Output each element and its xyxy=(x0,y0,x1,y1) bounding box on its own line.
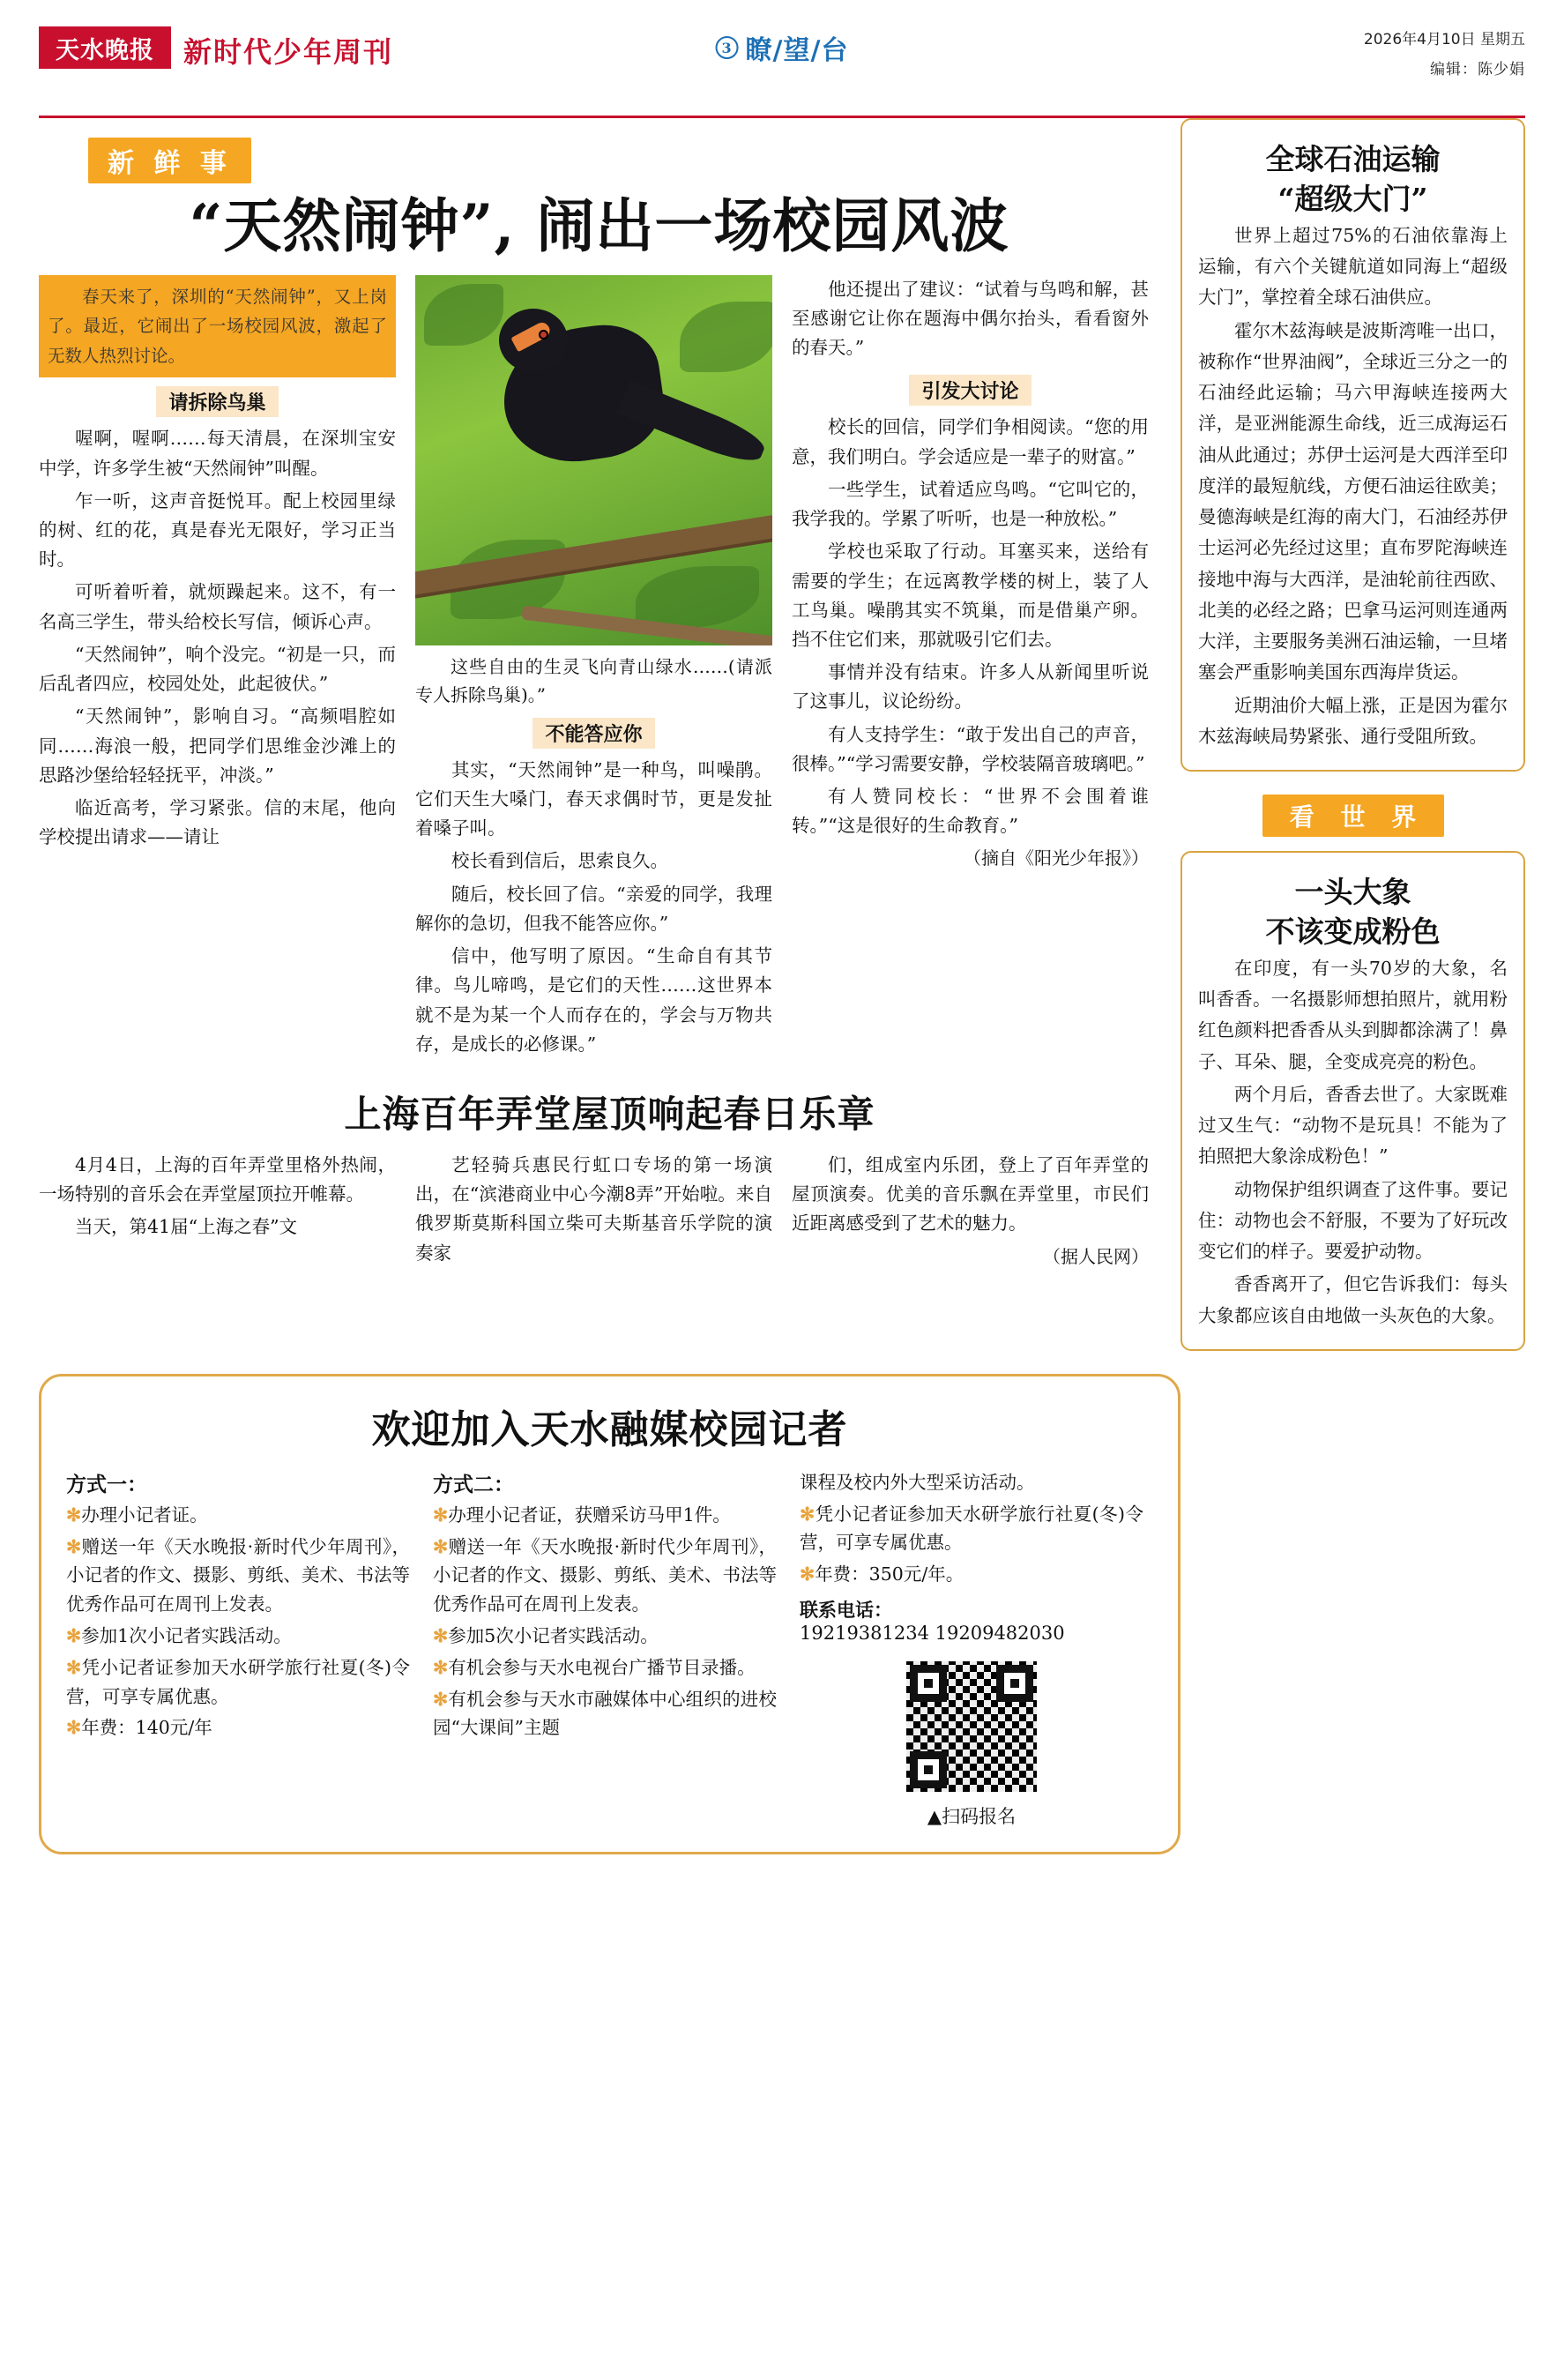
star-icon: ✻ xyxy=(66,1625,82,1646)
ad-way1-item3: ✻参加1次小记者实践活动。 xyxy=(66,1625,292,1646)
article1-headline: “天然闹钟”, 闹出一场校园风波 xyxy=(189,191,1009,260)
ad-way1-label: 方式一： xyxy=(66,1472,147,1496)
ad-way2-item4: ✻有机会参与天水电视台广播节目录播。 xyxy=(433,1656,756,1678)
article1-col3-p2: 一些学生，试着适应鸟鸣。“它叫它的，我学我的。学累了听听，也是一种放松。” xyxy=(792,478,1149,530)
main-area xyxy=(39,118,1525,1351)
rail1-title-line2: “超级大门” xyxy=(1277,181,1428,216)
article1-col1 xyxy=(39,275,396,1063)
rail2-title-line2: 不该变成粉色 xyxy=(1265,914,1441,949)
star-icon: ✻ xyxy=(433,1625,449,1646)
star-icon: ✻ xyxy=(66,1535,82,1557)
ad-way1-item1: ✻办理小记者证。 xyxy=(66,1503,208,1526)
weekly-title: 新时代少年周刊 xyxy=(183,35,394,69)
ad-col3-item3: ✻年费：350元/年。 xyxy=(800,1563,964,1585)
photo-caption: 这些自由的生灵飞向青山绿水……(请派专人拆除鸟巢)。” xyxy=(415,655,772,705)
bird-eye xyxy=(539,330,548,339)
article1-col2-p4: 信中，他写明了原因。“生命自有其节律。鸟儿啼鸣，是它们的天性……这世界本就不是为某一个人而存在的，学会与万物共存，是成长的必修课。” xyxy=(415,945,772,1055)
editor-name: 编辑：陈少娟 xyxy=(1430,61,1525,78)
star-icon: ✻ xyxy=(433,1535,449,1557)
qr-caption: ▲扫码报名 xyxy=(927,1806,1017,1827)
ad-col3-item2: ✻凭小记者证参加天水研学旅行社夏(冬)令营，可享专属优惠。 xyxy=(800,1503,1143,1554)
rail2-p1: 在印度，有一头70岁的大象，名叫香香。一名摄影师想拍照片，就用粉红色颜料把香香从头到脚都涂满了！鼻子、耳朵、腿，全变成亮亮的粉色。 xyxy=(1198,957,1508,1072)
ad-title: 欢迎加入天水融媒校园记者 xyxy=(371,1406,848,1452)
article1-col1-p5: “天然闹钟”，影响自习。“高频唱腔如同……海浪一般，把同学们思维金沙滩上的思路沙堡给轻轻抚平，冲淡。” xyxy=(39,705,396,786)
star-icon: ✻ xyxy=(66,1656,82,1678)
article1-col1-p1: 喔啊，喔啊……每天清晨，在深圳宝安中学，许多学生被“天然闹钟”叫醒。 xyxy=(39,428,396,479)
rail-article-elephant xyxy=(1180,851,1525,1351)
ad-way1-item5: ✻年费：140元/年 xyxy=(66,1717,212,1739)
rail1-p1: 世界上超过75%的石油依靠海上运输，有六个关键航道如同海上“超级大门”，掌控着全球石油供应。 xyxy=(1198,224,1508,309)
star-icon: ✻ xyxy=(800,1503,816,1525)
rail2-p2: 两个月后，香香去世了。大家既难过又生气：“动物不是玩具！不能为了拍照把大象涂成粉色！” xyxy=(1198,1083,1508,1168)
article2 xyxy=(39,1086,1180,1272)
article1-col2-p2: 校长看到信后，思索良久。 xyxy=(451,850,668,872)
ad-col-way2 xyxy=(433,1468,777,1829)
star-icon: ✻ xyxy=(433,1503,449,1526)
article1-columns xyxy=(39,275,1159,1063)
article1-col1-p2: 乍一听，这声音挺悦耳。配上校园里绿的树、红的花，真是春光无限好，学习正当时。 xyxy=(39,489,396,571)
article1-col1-p6: 临近高考，学习紧张。信的末尾，他向学校提出请求——请让 xyxy=(39,796,396,848)
masthead xyxy=(39,19,1525,118)
article1-col3-p6: 有人赞同校长：“世界不会围着谁转。”“这是很好的生命教育。” xyxy=(792,785,1149,837)
rail2-p3: 动物保护组织调查了这件事。要记住：动物也会不舒服，不要为了好玩改变它们的样子。要爱护动物。 xyxy=(1198,1178,1508,1263)
campus-reporter-ad xyxy=(39,1374,1180,1854)
article1-col3-p3: 学校也采取了行动。耳塞买来，送给有需要的学生；在远离教学楼的树上，装了人工鸟巢。噪鹃其实不筑巢，而是借巢产卵。挡不住它们来，那就吸引它们去。 xyxy=(792,541,1149,650)
ad-way2-label: 方式二： xyxy=(433,1472,514,1496)
ad-col3-item1: 课程及校内外大型采访活动。 xyxy=(800,1471,1035,1493)
section-title-text: 瞭/望/台 xyxy=(745,35,849,66)
ad-phone-numbers: 19219381234 19209482030 xyxy=(800,1623,1065,1644)
newspaper-page xyxy=(0,19,1564,2380)
article2-col1-p1: 4月4日，上海的百年弄堂里格外热闹，一场特别的音乐会在弄堂屋顶拉开帷幕。 xyxy=(39,1153,396,1205)
publish-date: 2026年4月10日 星期五 xyxy=(1363,31,1525,48)
article1-subhead-2: 不能答应你 xyxy=(533,718,654,749)
article2-col1 xyxy=(39,1151,396,1272)
left-main-column xyxy=(39,118,1180,1351)
article2-headline: 上海百年弄堂屋顶响起春日乐章 xyxy=(344,1092,875,1136)
ad-col-way1 xyxy=(66,1468,410,1829)
ad-way1-item4: ✻凭小记者证参加天水研学旅行社夏(冬)令营，可享专属优惠。 xyxy=(66,1656,410,1707)
rail1-p2: 霍尔木兹海峡是波斯湾唯一出口，被称作“世界油阀”，全球近三分之一的石油经此运输；马六甲海峡连接两大洋，是亚洲能源生命线，近三成海运石油从此通过；苏伊士运河是大西洋至印度洋的最短航线，方便石油运往欧美；曼德海峡是红海的南大门，石油经苏伊士运河必先经过这里；直布罗陀海峡连接地中海与大西洋，是油轮前往西欧、北美的必经之路；巴拿马运河则连通两大洋，主要服务美洲石油运输，一旦堵塞会严重影响美国东西海岸货运。 xyxy=(1198,319,1508,683)
right-rail xyxy=(1180,118,1525,1351)
rail-article-oil xyxy=(1180,118,1525,772)
article1-col2 xyxy=(415,275,772,1063)
section-title xyxy=(716,28,849,67)
tag-see-world: 看 世 界 xyxy=(1262,795,1444,837)
article1-source: （摘自《阳光少年报》） xyxy=(964,847,1149,869)
article2-source: （据人民网） xyxy=(1043,1245,1149,1267)
article2-col3 xyxy=(792,1151,1149,1272)
article1-col2-p3: 随后，校长回了信。“亲爱的同学，我理解你的急切，但我不能答应你。” xyxy=(415,883,772,934)
newspaper-logo: 天水晚报 xyxy=(39,26,171,69)
star-icon: ✻ xyxy=(433,1688,449,1710)
ad-phone-label: 联系电话： xyxy=(800,1599,892,1621)
rail2-p4: 香香离开了，但它告诉我们：每头大象都应该自由地做一头灰色的大象。 xyxy=(1198,1273,1508,1326)
article1-subhead-3: 引发大讨论 xyxy=(909,375,1031,406)
article2-columns xyxy=(39,1151,1180,1272)
ad-way1-item2: ✻赠送一年《天水晚报·新时代少年周刊》，小记者的作文、摄影、剪纸、美术、书法等优秀作品可在周刊上发表。 xyxy=(66,1535,410,1615)
ad-col-contact xyxy=(800,1468,1143,1829)
article1-subhead-1: 请拆除鸟巢 xyxy=(156,386,278,417)
page-number: 3 xyxy=(716,36,739,59)
ad-way2-item2: ✻赠送一年《天水晚报·新时代少年周刊》，小记者的作文、摄影、剪纸、美术、书法等优秀作品可在周刊上发表。 xyxy=(433,1535,777,1615)
article1-col3-p5: 有人支持学生：“敢于发出自己的声音，很棒。”“学习需要安静，学校装隔音玻璃吧。” xyxy=(792,723,1149,774)
article1-col3-p0: 他还提出了建议：“试着与鸟鸣和解，甚至感谢它让你在题海中偶尔抬头，看看窗外的春天。” xyxy=(792,278,1149,359)
article1-col3-p4: 事情并没有结束。许多人从新闻里听说了这事儿，议论纷纷。 xyxy=(792,661,1149,713)
article2-col1-p2: 当天，第41届“上海之春”文 xyxy=(75,1216,298,1238)
masthead-meta xyxy=(1364,19,1525,85)
article1-col3-p1: 校长的回信，同学们争相阅读。“您的用意，我们明白。学会适应是一辈子的财富。” xyxy=(792,416,1149,467)
rail1-title-line1: 全球石油运输 xyxy=(1265,142,1441,176)
article1-col1-p3: 可听着听着，就烦躁起来。这不，有一名高三学生，带头给校长写信，倾诉心声。 xyxy=(39,581,396,632)
article1-lead: 春天来了，深圳的“天然闹钟”，又上岗了。最近，它闹出了一场校园风波，激起了无数人热烈讨论。 xyxy=(39,275,396,378)
tag-new-thing: 新 鲜 事 xyxy=(88,138,251,183)
article2-col2-p1: 艺轻骑兵惠民行虹口专场的第一场演出，在“滨港商业中心今潮8弄”开始啦。来自俄罗斯莫斯科国立柴可夫斯基音乐学院的演奏家 xyxy=(415,1153,772,1264)
qr-code-image[interactable] xyxy=(901,1656,1042,1797)
star-icon: ✻ xyxy=(66,1503,82,1526)
article1-col2-p1: 其实，“天然闹钟”是一种鸟，叫噪鹃。它们天生大嗓门，春天求偶时节，更是发扯着嗓子叫。 xyxy=(415,758,772,839)
ad-way2-item5: ✻有机会参与天水市融媒体中心组织的进校园“大课间”主题 xyxy=(433,1688,777,1739)
rail2-title-line1: 一头大象 xyxy=(1294,875,1411,910)
star-icon: ✻ xyxy=(66,1717,82,1739)
article2-col2 xyxy=(415,1151,772,1272)
star-icon: ✻ xyxy=(800,1563,816,1585)
article2-col3-p1: 们，组成室内乐团，登上了百年弄堂的屋顶演奏。优美的音乐飘在弄堂里，市民们近距离感受到了艺术的魅力。 xyxy=(792,1153,1149,1235)
rail1-p3: 近期油价大幅上涨，正是因为霍尔木兹海峡局势紧张、通行受阻所致。 xyxy=(1198,694,1508,747)
ad-way2-item1: ✻办理小记者证，获赠采访马甲1件。 xyxy=(433,1503,731,1526)
qr-block xyxy=(800,1656,1143,1829)
bird-photo xyxy=(415,275,772,645)
ad-columns xyxy=(66,1468,1153,1829)
article1-col3 xyxy=(792,275,1149,1063)
ad-way2-item3: ✻参加5次小记者实践活动。 xyxy=(433,1625,659,1646)
article1-col1-p4: “天然闹钟”，响个没完。“初是一只，而后乱者四应，校园处处，此起彼伏。” xyxy=(39,643,396,695)
star-icon: ✻ xyxy=(433,1656,449,1678)
top-block xyxy=(39,118,1525,1351)
